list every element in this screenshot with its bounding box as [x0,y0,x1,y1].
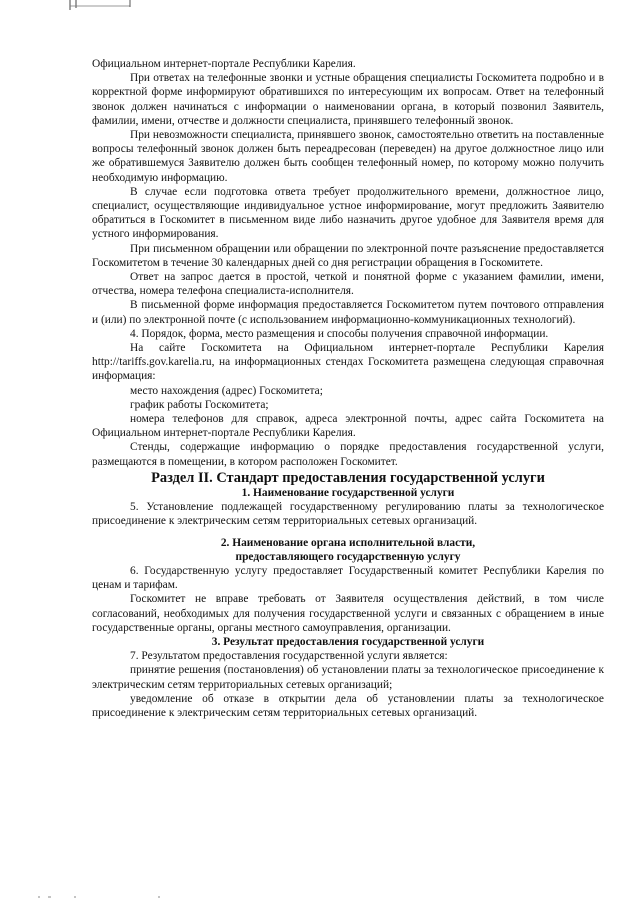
document-page [92,57,604,720]
list-item: номера телефонов для справок, адреса электронной почты, адрес сайта Госкомитета на Официальном интернет-портале Республики Карелия. [92,413,604,440]
subsection-heading: 1. Наименование государственной услуги [241,486,455,499]
scan-edge-marks [0,890,640,905]
paragraph: При письменном обращении или обращении по электронной почте разъяснение предоставляется Госкомитетом в течение 30 календарных дней со дня регистрации обращения в Госкомитете. [92,242,604,269]
numbered-item: 4. Порядок, форма, место размещения и способы получения справочной информации. [130,327,549,340]
paragraph: На сайте Госкомитета на Официальном интернет-портале Республики Карелия http://tariffs.gov.karelia.ru, на информационных стендах Госкомитета размещена следующая справочная информация: [92,342,604,383]
list-item: место нахождения (адрес) Госкомитета; [130,384,323,397]
paragraph: В случае если подготовка ответа требует продолжительного времени, должностное лицо, специалист, осуществляющие индивидуальное устное информирование, могут предложить Заявителю обратиться в Госкомитет в письменном виде либо назначить другое удобное для Заявителя время для устного информирования. [92,185,604,241]
paragraph: Стенды, содержащие информацию о порядке предоставления государственной услуги, размещаются в помещении, в котором расположен Госкомитет. [92,441,604,468]
numbered-item: 7. Результатом предоставления государственной услуги является: [130,650,448,663]
subsection-heading: 2. Наименование органа исполнительной власти, [220,536,476,549]
paragraph: При невозможности специалиста, принявшего звонок, самостоятельно ответить на поставленные вопросы телефонный звонок должен быть переадресован (переведен) на другое должностное лицо или же обратившемуся Заявителю должен быть сообщен телефонный номер, по которому можно получить необходимую информацию. [92,129,604,184]
subsection-heading: 3. Результат предоставления государственной услуги [211,635,485,648]
paragraph: Ответ на запрос дается в простой, четкой и понятной форме с указанием фамилии, имени, отчества, номера телефона специалиста-исполнителя. [92,271,604,298]
paragraph: При ответах на телефонные звонки и устные обращения специалисты Госкомитета подробно и в корректной форме информируют обратившихся по интересующим их вопросам. Ответ на телефонный звонок должен начинаться с информации о наименовании органа, в который позвонил Заявитель, фамилии, имени, отчестве и должности специалиста, принявшего телефонный звонок. [92,72,604,127]
section-heading: Раздел II. Стандарт предоставления государственной услуги [151,469,545,486]
scan-edge-marks [0,0,640,14]
paragraph: уведомление об отказе в открытии дела об установлении платы за технологическое присоединение к электрическим сетям территориальных сетевых организаций. [92,692,604,719]
subsection-heading-line2: предоставляющего государственную услугу [235,550,461,563]
numbered-item: 5. Установление подлежащей государственному регулированию платы за технологическое присоединение к электрическим сетям территориальных сетевых организаций. [92,501,604,528]
numbered-item: 6. Государственную услугу предоставляет Государственный комитет Республики Карелия по ценам и тарифам. [92,564,604,592]
paragraph: Официальном интернет-портале Республики Карелия. [92,58,356,70]
paragraph: Госкомитет не вправе требовать от Заявителя осуществления действий, в том числе согласований, необходимых для получения государственной услуги и связанных с обращением в иные государственные органы, органы местного самоуправления, организации. [92,593,604,634]
paragraph: принятие решения (постановления) об установлении платы за технологическое присоединение к электрическим сетям территориальных сетевых организаций; [92,664,604,691]
paragraph: В письменной форме информация предоставляется Госкомитетом путем почтового отправления и (или) по электронной почте (с использованием информационно-коммуникационных технологий). [92,299,604,326]
list-item: график работы Госкомитета; [130,398,269,411]
